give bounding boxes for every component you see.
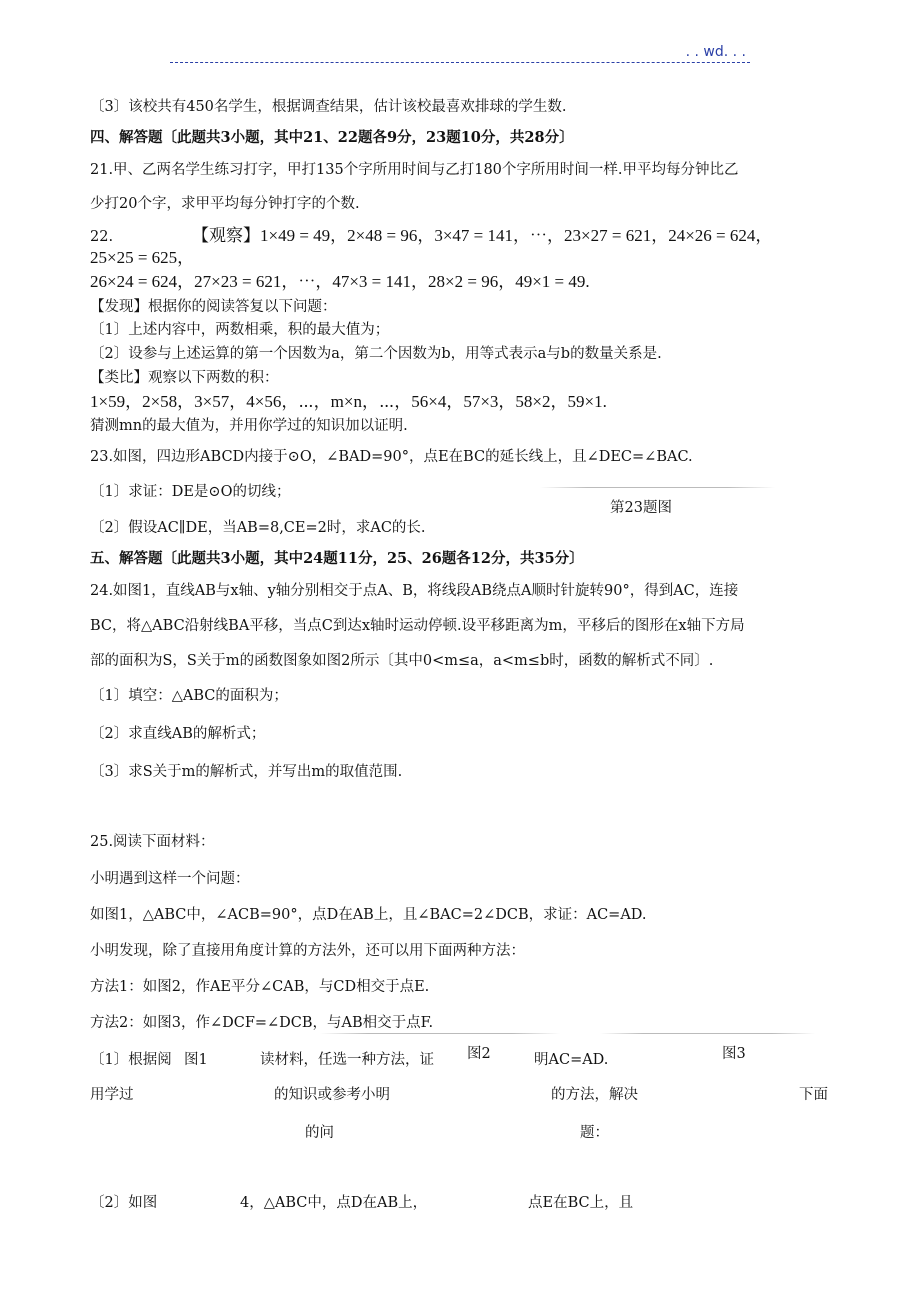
header-mark: . . wd. . . <box>685 44 746 60</box>
q22-analogy: 【类比】观察以下两数的积： <box>90 370 279 386</box>
q24-line3: 部的面积为S，S关于m的函数图象如图2所示〔其中0<m≤a，a<m≤b时，函数的解析式不同〕. <box>90 653 714 669</box>
q22-part2: 〔2〕设参与上述运算的第一个因数为a，第二个因数为b，用等式表示a与b的数量关系是. <box>90 346 662 362</box>
q22-line2: 25×25 = 625， <box>90 248 195 267</box>
q25-part2-a: 〔2〕如图 <box>90 1195 158 1211</box>
q25-title: 25.阅读下面材料： <box>90 834 215 850</box>
q25-line3: 小明发现，除了直接用角度计算的方法外，还可以用下面两种方法： <box>90 943 525 959</box>
section-5-heading: 五、解答题〔此题共3小题，其中24题11分，25、26题各12分，共35分〕 <box>90 550 584 567</box>
fig1-caption: 图1 <box>184 1052 208 1068</box>
q22-guess: 猜测mn的最大值为，并用你学过的知识加以证明. <box>90 418 408 434</box>
q25-part1-a: 〔1〕根据阅 <box>90 1052 172 1068</box>
figure-placeholder-rule <box>600 1033 815 1034</box>
fig3-caption: 图3 <box>722 1046 746 1062</box>
q22-line3: 26×24 = 624，27×23 = 621，⋯，47×3 = 141，28×2 = 96，49×1 = 49. <box>90 272 590 291</box>
q25-part1-c: 明AC=AD. <box>534 1052 609 1068</box>
q21-line2: 少打20个字，求甲平均每分钟打字的个数. <box>90 196 360 212</box>
fig2-caption: 图2 <box>467 1046 491 1062</box>
q25-part1-b: 读材料，任选一种方法，证 <box>260 1052 434 1068</box>
q20-part3: 〔3〕该校共有450名学生，根据调查结果，估计该校最喜欢排球的学生数. <box>90 99 567 115</box>
q24-part3: 〔3〕求S关于m的解析式，并写出m的取值范围. <box>90 764 403 780</box>
section-4-heading: 四、解答题〔此题共3小题，其中21、22题各9分，23题10分，共28分〕 <box>90 129 574 146</box>
q25-row2-c: 的方法，解决 <box>551 1087 638 1103</box>
q22-number: 22. <box>90 229 114 245</box>
q24-part1: 〔1〕填空：△ABC的面积为； <box>90 688 288 704</box>
figure-placeholder-rule <box>320 1033 560 1034</box>
q25-method2: 方法2：如图3，作∠DCF=∠DCB，与AB相交于点F. <box>90 1015 434 1031</box>
q22-observe: 【观察】1×49 = 49，2×48 = 96，3×47 = 141，⋯，23×27 = 621，24×26 = 624， <box>192 226 773 245</box>
q25-part2-c: 点E在BC上，且 <box>528 1195 634 1211</box>
q25-method1: 方法1：如图2，作AE平分∠CAB，与CD相交于点E. <box>90 979 430 995</box>
q25-part2-b: 4，△ABC中，点D在AB上， <box>240 1195 428 1211</box>
q25-row3-a: 的问 <box>305 1125 334 1141</box>
q23-stem: 23.如图，四边形ABCD内接于⊙O，∠BAD=90°，点E在BC的延长线上，且∠DEC=∠BAC. <box>90 449 693 465</box>
q22-part1: 〔1〕上述内容中，两数相乘，积的最大值为； <box>90 322 390 338</box>
q25-row3-b: 题： <box>580 1125 609 1141</box>
q24-line2: BC，将△ABC沿射线BA平移，当点C到达x轴时运动停顿.设平移距离为m，平移后的图形在x轴下方局 <box>90 618 745 634</box>
q25-line1: 小明遇到这样一个问题： <box>90 871 250 887</box>
q23-part1: 〔1〕求证：DE是⊙O的切线； <box>90 484 291 500</box>
page-header <box>170 44 750 63</box>
figure-placeholder-rule <box>540 487 775 488</box>
q22-products: 1×59，2×58，3×57，4×56，⋯，m×n，⋯，56×4，57×3，58×2，59×1. <box>90 392 607 411</box>
q23-part2: 〔2〕假设AC∥DE，当AB=8,CE=2时，求AC的长. <box>90 520 426 536</box>
q25-row2-b: 的知识或参考小明 <box>274 1087 390 1103</box>
q25-row2-a: 用学过 <box>90 1087 134 1103</box>
q21-line1: 21.甲、乙两名学生练习打字，甲打135个字所用时间与乙打180个字所用时间一样.甲平均每分钟比乙 <box>90 162 739 178</box>
q24-line1: 24.如图1，直线AB与x轴、y轴分别相交于点A、B，将线段AB绕点A顺时针旋转90°，得到AC，连接 <box>90 583 739 599</box>
q25-row2-d: 下面 <box>799 1087 828 1103</box>
q25-line2: 如图1，△ABC中，∠ACB=90°，点D在AB上，且∠BAC=2∠DCB，求证：AC=AD. <box>90 907 647 923</box>
q23-figure-caption: 第23题图 <box>610 500 672 516</box>
q22-find: 【发现】根据你的阅读答复以下问题： <box>90 299 337 315</box>
q24-part2: 〔2〕求直线AB的解析式； <box>90 726 266 742</box>
